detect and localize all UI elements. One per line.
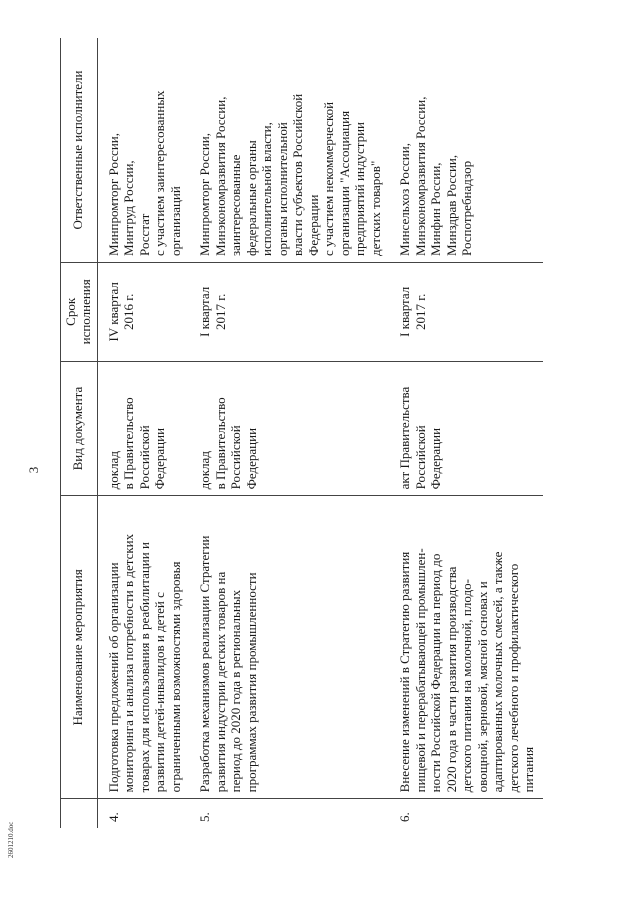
cell-term-line: I квартал [197,286,213,337]
page-number: 3 [26,466,41,474]
cell-name-line: овощной, зерновой, мясной основах и [474,581,490,793]
cell-responsible-line: предприятий индустрии [352,121,368,256]
cell-doc-type-line: акт Правительства [397,386,413,490]
table-header-row [61,38,98,828]
cell-name-line: питания [521,746,537,793]
cell-name-line: ности Российской Федерации на период до [428,553,444,793]
cell-name-line: детского питания на молочной, плодо- [459,579,475,793]
cell-responsible-line: организаций [167,186,183,256]
cell-responsible [189,38,389,262]
cell-name [189,496,389,799]
cell-number: 5. [197,812,213,822]
cell-term-line: 2016 г. [121,293,137,331]
cell-responsible-line: Минпромторг России, [105,133,121,256]
cell-doc-type-line: в Правительство [212,397,228,490]
table-row [189,38,389,828]
cell-doc-type-line: доклад [105,451,121,490]
cell-term-line: 2017 г. [412,293,428,331]
cell-name-line: мониторинга и анализа потребности в детских [121,533,137,793]
cell-name-line: товарах для использования в реабилитации и [136,542,152,793]
cell-responsible-line: Минэкономразвития России, [212,96,228,256]
cell-term-line: IV квартал [105,282,121,342]
cell-responsible [389,38,543,262]
cell-responsible-line: заинтересованные [228,154,244,256]
cell-number: 6. [397,812,413,822]
cell-responsible-line: Минздрав России, [443,154,459,256]
header-number [61,799,98,828]
cell-name-line: пищевой и перерабатывающей промышлен- [412,548,428,793]
header-name: Наименование мероприятия [61,496,98,799]
cell-name-line: Подготовка предложений об организации [105,562,121,793]
landscape-sheet [0,60,640,880]
cell-responsible-line: Минсельхоз России, [397,143,413,256]
cell-doc-type [97,361,189,496]
cell-doc-type-line: Российской [412,425,428,490]
header-term: Срок исполнения [61,262,98,361]
cell-name-line: детского лечебного и профилактического [505,563,521,793]
cell-name-line: 2020 года в части развития производства [443,566,459,793]
cell-responsible-line: с участием некоммерческой [321,101,337,256]
cell-responsible-line: Роспотребнадзор [459,160,475,256]
cell-name-line: развития индустрии детских товаров на [212,571,228,793]
cell-name-line: адаптированных молочных смесей, а также [490,551,506,793]
cell-responsible-line: Минэкономразвития России, [412,96,428,256]
table-body [97,38,543,828]
cell-name-line: развитии детей-инвалидов и детей с [152,592,168,793]
cell-term-line: I квартал [397,286,413,337]
header-doc-type: Вид документа [61,361,98,496]
cell-doc-type-line: доклад [197,451,213,490]
cell-responsible-line: с участием заинтересованных [152,90,168,256]
cell-term [389,262,543,361]
cell-name [97,496,189,799]
cell-term [97,262,189,361]
cell-responsible-line: органы исполнительной [274,122,290,256]
cell-name-line: ограниченными возможностями здоровья [167,561,183,793]
cell-doc-type-line: Федерации [428,427,444,490]
cell-doc-type [389,361,543,496]
cell-doc-type-line: Российской [136,425,152,490]
cell-doc-type [189,361,389,496]
cell-name-line: Внесение изменений в Стратегию развития [397,551,413,793]
cell-name-line: период до 2020 года в региональных [228,589,244,793]
header-responsible: Ответственные исполнители [61,38,98,262]
cell-responsible-line: Минпромторг России, [197,133,213,256]
cell-responsible-line: организации "Ассоциация [336,110,352,256]
cell-doc-type-line: Российской [228,425,244,490]
cell-doc-type-line: Федерации [152,427,168,490]
cell-responsible-line: детских товаров" [367,160,383,256]
cell-name-line: Разработка механизмов реализации Стратегии [197,535,213,793]
cell-number: 4. [105,812,121,822]
file-mark: 2601210.doc [7,821,15,858]
measures-table [60,38,543,828]
cell-responsible [97,38,189,262]
cell-responsible-line: Минтруд России, [121,160,137,256]
cell-responsible-line: исполнительной власти, [259,122,275,256]
cell-term-line: 2017 г. [212,293,228,331]
table-row [97,38,189,828]
cell-responsible-line: Федерации [305,194,321,256]
cell-responsible-line: Росстат [136,213,152,256]
table-row [389,38,543,828]
cell-term [189,262,389,361]
cell-name-line: программах развития промышленности [243,572,259,793]
cell-responsible-line: федеральные органы [243,140,259,256]
cell-responsible-line: власти субъектов Российской [290,93,306,256]
cell-name [389,496,543,799]
cell-doc-type-line: в Правительство [121,397,137,490]
cell-responsible-line: Минфин России, [428,162,444,256]
cell-doc-type-line: Федерации [243,427,259,490]
